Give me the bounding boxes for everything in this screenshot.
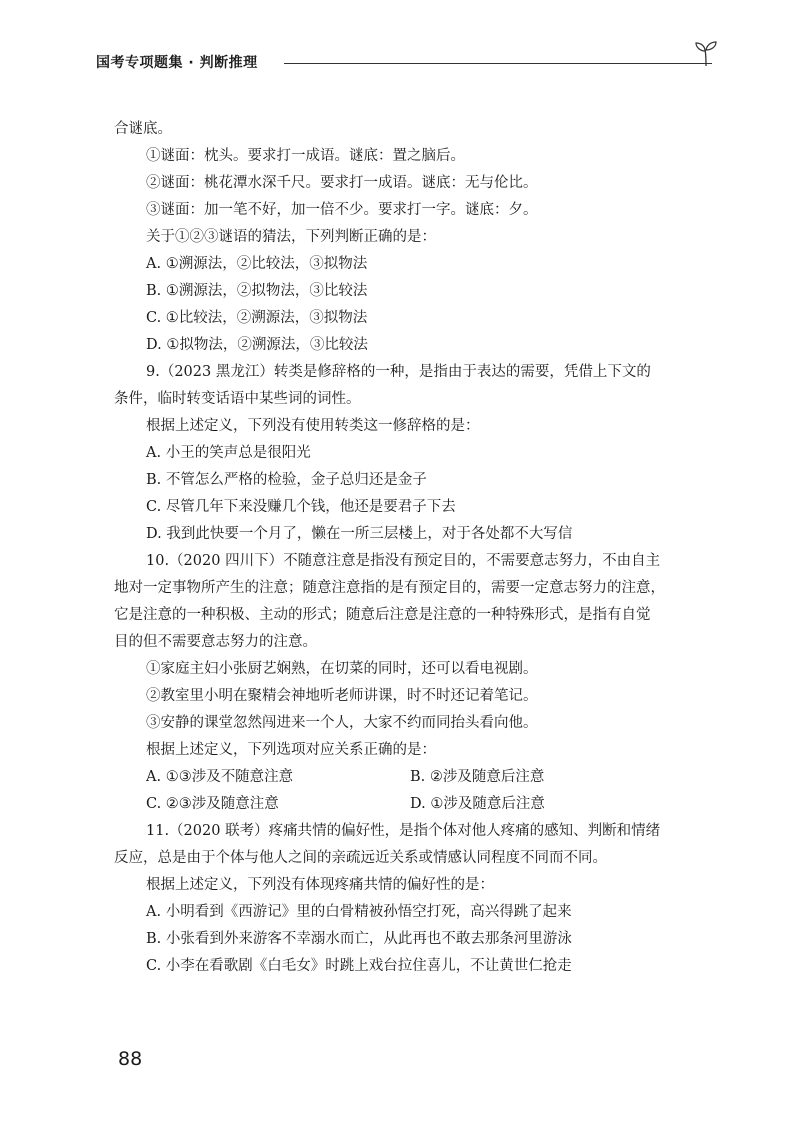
option-c: C. 尽管几年下来没赚几个钱，他还是要君子下去	[146, 499, 456, 515]
scenario-1: ①家庭主妇小张厨艺娴熟，在切菜的同时，还可以看电视剧。	[146, 661, 538, 677]
header-rule	[284, 63, 712, 64]
option-row	[114, 791, 720, 818]
option-row	[114, 764, 720, 791]
option-b: B. 小张看到外来游客不幸溺水而亡，从此再也不敢去那条河里游泳	[146, 931, 572, 947]
page-number: 88	[118, 1048, 143, 1070]
option-a: A. 小王的笑声总是很阳光	[146, 445, 311, 461]
question-10-line-4: 目的但不需要意志努力的注意。	[114, 634, 317, 650]
option-a: A. ①溯源法，②比较法，③拟物法	[146, 256, 368, 272]
header-title: 国考专项题集 · 判断推理	[96, 55, 258, 71]
option-d: D. ①涉及随意后注意	[410, 796, 545, 812]
option-a: A. ①③涉及不随意注意	[146, 769, 294, 785]
question-10-line-2: 地对一定事物所产生的注意；随意注意指的是有预定目的，需要一定意志努力的注意，	[114, 580, 665, 596]
sprout-icon	[692, 38, 720, 68]
option-a: A. 小明看到《西游记》里的白骨精被孙悟空打死，高兴得跳了起来	[146, 904, 572, 920]
question-11-line-2: 反应，总是由于个体与他人之间的亲疏远近关系或情感认同程度不同而不同。	[114, 850, 607, 866]
scenario-2: ②教室里小明在聚精会神地听老师讲课，时不时还记着笔记。	[146, 688, 538, 704]
option-c: C. 小李在看歌剧《白毛女》时跳上戏台拉住喜儿，不让黄世仁抢走	[146, 958, 572, 974]
option-c: C. ②③涉及随意注意	[146, 796, 279, 812]
page-body	[114, 116, 720, 980]
option-b: B. 不管怎么严格的检验，金子总归还是金子	[146, 472, 427, 488]
question-10-line-3: 它是注意的一种积极、主动的形式；随意后注意是注意的一种特殊形式，是指有自觉	[114, 607, 651, 623]
option-d: D. ①拟物法，②溯源法，③比较法	[146, 337, 368, 353]
running-header	[96, 50, 736, 80]
option-b: B. ②涉及随意后注意	[410, 769, 545, 785]
question-11-line-1: 11.（2020 联考）疼痛共情的偏好性，是指个体对他人疼痛的感知、判断和情绪	[146, 823, 661, 839]
riddle-2: ②谜面：桃花潭水深千尺。要求打一成语。谜底：无与伦比。	[146, 175, 538, 191]
riddle-3: ③谜面：加一笔不好，加一倍不少。要求打一字。谜底：夕。	[146, 202, 538, 218]
option-c: C. ①比较法，②溯源法，③拟物法	[146, 310, 368, 326]
question-stem: 根据上述定义，下列没有体现疼痛共情的偏好性的是：	[146, 877, 494, 893]
text-line: 合谜底。	[114, 121, 172, 137]
question-stem: 根据上述定义，下列没有使用转类这一修辞格的是：	[146, 418, 480, 434]
question-stem: 关于①②③谜语的猜法，下列判断正确的是：	[146, 229, 436, 245]
scenario-3: ③安静的课堂忽然闯进来一个人，大家不约而同抬头看向他。	[146, 715, 538, 731]
option-b: B. ①溯源法，②拟物法，③比较法	[146, 283, 368, 299]
question-9-line-1: 9.（2023 黑龙江）转类是修辞格的一种，是指由于表达的需要，凭借上下文的	[146, 364, 651, 380]
question-stem: 根据上述定义，下列选项对应关系正确的是：	[146, 742, 436, 758]
riddle-1: ①谜面：枕头。要求打一成语。谜底：置之脑后。	[146, 148, 465, 164]
question-9-line-2: 条件，临时转变话语中某些词的词性。	[114, 391, 361, 407]
option-d: D. 我到此快要一个月了，懒在一所三层楼上，对于各处都不大写信	[146, 526, 573, 542]
question-10-line-1: 10.（2020 四川下）不随意注意是指没有预定目的，不需要意志努力，不由自主	[146, 553, 661, 569]
